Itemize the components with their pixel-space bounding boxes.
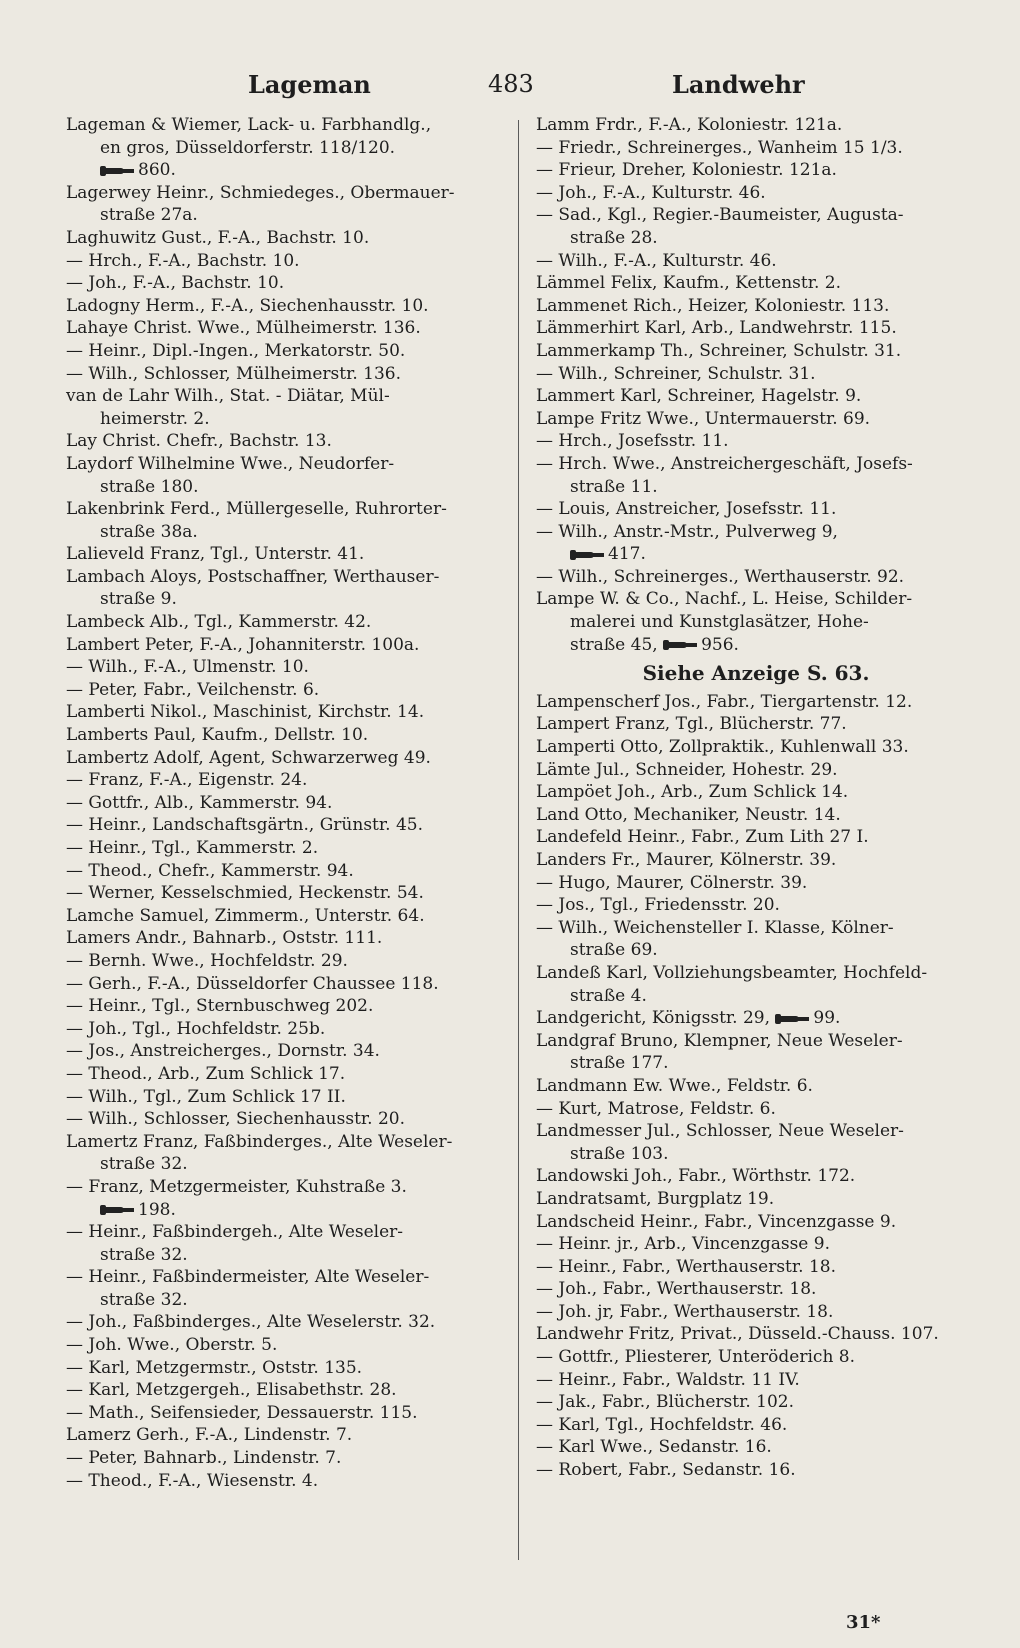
entry-line: — Jos., Tgl., Friedensstr. 20. (536, 895, 780, 916)
directory-entry (66, 363, 506, 386)
entry-line: Lay Christ. Chefr., Bachstr. 13. (66, 431, 332, 452)
directory-entry (536, 566, 976, 589)
directory-entry (66, 769, 506, 792)
directory-entry (66, 498, 506, 543)
entry-line: Lämmerhirt Karl, Arb., Landwehrstr. 115. (536, 318, 897, 339)
entry-line: — Heinr., Dipl.-Ingen., Merkatorstr. 50. (66, 340, 406, 361)
entry-line: Landowski Joh., Fabr., Wörthstr. 172. (536, 1166, 856, 1187)
directory-entry (536, 295, 976, 318)
directory-entry (66, 543, 506, 566)
entry-continuation: malerei und Kunstglasätzer, Hohe- (570, 612, 869, 633)
entry-continuation: heimerstr. 2. (100, 408, 210, 429)
directory-entry (536, 1165, 976, 1188)
directory-entry (66, 927, 506, 950)
entry-line: — Frieur, Dreher, Koloniestr. 121a. (536, 160, 837, 181)
entry-line: — Hrch., F.-A., Bachstr. 10. (66, 250, 300, 271)
entry-line: — Karl Wwe., Sedanstr. 16. (536, 1437, 772, 1458)
directory-entry (66, 837, 506, 860)
left-column (66, 114, 506, 1492)
entry-line: Lämte Jul., Schneider, Hohestr. 29. (536, 759, 838, 780)
entry-line: Lamertz Franz, Faßbinderges., Alte Weseler- (66, 1131, 453, 1152)
directory-entry (66, 1086, 506, 1109)
directory-entry (66, 272, 506, 295)
directory-entry (536, 1120, 976, 1165)
directory-entry (536, 894, 976, 917)
entry-line: Landgraf Bruno, Klempner, Neue Weseler- (536, 1030, 903, 1051)
directory-entry (66, 973, 506, 996)
entry-line: Lagerwey Heinr., Schmiedeges., Obermauer- (66, 182, 455, 203)
directory-entry (536, 204, 976, 249)
phone-line (66, 1199, 506, 1222)
entry-line: — Wilh., F.-A., Ulmenstr. 10. (66, 657, 309, 678)
directory-entry (536, 1391, 976, 1414)
directory-entry (536, 498, 976, 521)
directory-entry (66, 1357, 506, 1380)
entry-line: — Jos., Anstreicherges., Dornstr. 34. (66, 1041, 380, 1062)
entry-line: Lambertz Adolf, Agent, Schwarzerweg 49. (66, 747, 431, 768)
directory-entry (66, 1470, 506, 1493)
directory-entry (536, 1075, 976, 1098)
entry-line: — Werner, Kesselschmied, Heckenstr. 54. (66, 883, 424, 904)
directory-entry (66, 1266, 506, 1311)
entry-line: Lammenet Rich., Heizer, Koloniestr. 113. (536, 295, 890, 316)
entry-line: — Joh. jr, Fabr., Werthauserstr. 18. (536, 1301, 834, 1322)
entry-continuation: straße 103. (570, 1143, 669, 1164)
directory-entry (536, 1459, 976, 1482)
entry-line: — Karl, Metzgermstr., Oststr. 135. (66, 1357, 363, 1378)
directory-entry (66, 1108, 506, 1131)
directory-entry (66, 1063, 506, 1086)
entry-line: Ladogny Herm., F.-A., Siechenhausstr. 10. (66, 295, 429, 316)
directory-entry (536, 1414, 976, 1437)
entry-line: Landmann Ew. Wwe., Feldstr. 6. (536, 1075, 813, 1096)
entry-line: Landwehr Fritz, Privat., Düsseld.-Chauss. 107. (536, 1324, 939, 1345)
entry-continuation: straße 45, (570, 634, 658, 655)
entry-line: Lammerkamp Th., Schreiner, Schulstr. 31. (536, 340, 902, 361)
directory-entry (536, 1436, 976, 1459)
entry-line: Landeß Karl, Vollziehungsbeamter, Hochfeld- (536, 962, 928, 983)
directory-entry (66, 250, 506, 273)
entry-line: Lamm Frdr., F.-A., Koloniestr. 121a. (536, 115, 843, 135)
directory-entry (536, 1030, 976, 1075)
entry-line: Lammert Karl, Schreiner, Hagelstr. 9. (536, 386, 862, 407)
directory-entry (536, 521, 976, 566)
entry-line: — Heinr., Tgl., Sternbuschweg 202. (66, 996, 374, 1017)
directory-entry (536, 1188, 976, 1211)
entry-line: — Hrch., Josefsstr. 11. (536, 431, 729, 452)
entry-line: — Heinr., Landschaftsgärtn., Grünstr. 45. (66, 815, 423, 836)
entry-line: Lageman & Wiemer, Lack- u. Farbhandlg., (66, 115, 432, 135)
directory-entry (536, 340, 976, 363)
directory-entry (536, 1346, 976, 1369)
entry-line: — Heinr., Faßbindermeister, Alte Weseler- (66, 1267, 430, 1288)
entry-line: Lahaye Christ. Wwe., Mülheimerstr. 136. (66, 318, 421, 339)
telephone-icon (100, 166, 134, 176)
entry-continuation: straße 32. (100, 1289, 188, 1310)
entry-line: — Hugo, Maurer, Cölnerstr. 39. (536, 872, 808, 893)
directory-entry (536, 1007, 976, 1030)
directory-entry (66, 701, 506, 724)
entry-continuation: en gros, Düsseldorferstr. 118/120. (100, 137, 396, 158)
entry-line: — Joh. Wwe., Oberstr. 5. (66, 1335, 278, 1356)
directory-entry (66, 295, 506, 318)
entry-line: — Wilh., Schlosser, Siechenhausstr. 20. (66, 1109, 406, 1130)
entry-continuation: straße 11. (570, 476, 658, 497)
directory-entry (66, 905, 506, 928)
directory-entry (66, 385, 506, 430)
directory-entry (66, 950, 506, 973)
entry-line: Lampert Franz, Tgl., Blücherstr. 77. (536, 714, 847, 735)
directory-entry (536, 781, 976, 804)
directory-entry (536, 1369, 976, 1392)
entry-line: — Jak., Fabr., Blücherstr. 102. (536, 1392, 795, 1413)
directory-entry (66, 1040, 506, 1063)
entry-continuation: straße 32. (100, 1244, 188, 1265)
directory-entry (536, 385, 976, 408)
directory-entry (536, 182, 976, 205)
directory-entry (536, 1098, 976, 1121)
directory-entry (66, 882, 506, 905)
directory-entry (536, 713, 976, 736)
entry-line: — Heinr., Tgl., Kammerstr. 2. (66, 838, 319, 858)
directory-entry (66, 792, 506, 815)
directory-entry (536, 917, 976, 962)
directory-entry (536, 250, 976, 273)
directory-entry (66, 656, 506, 679)
directory-entry (66, 182, 506, 227)
entry-line: — Joh., Fabr., Werthauserstr. 18. (536, 1279, 817, 1300)
entry-line: — Franz, Metzgermeister, Kuhstraße 3. (66, 1176, 407, 1197)
directory-entry (536, 408, 976, 431)
directory-entry (66, 1447, 506, 1470)
entry-line: Lamperti Otto, Zollpraktik., Kuhlenwall 33. (536, 737, 909, 758)
directory-entry (536, 826, 976, 849)
telephone-icon (663, 640, 697, 650)
header-left-keyword: Lageman (248, 70, 371, 99)
entry-line: — Wilh., F.-A., Kulturstr. 46. (536, 250, 777, 271)
directory-entry (66, 1018, 506, 1041)
entry-line: — Joh., Faßbinderges., Alte Weselerstr. 32. (66, 1312, 436, 1333)
entry-continuation: straße 28. (570, 227, 658, 248)
entry-line: Lampe Fritz Wwe., Untermauerstr. 69. (536, 408, 871, 429)
entry-line: Lamberti Nikol., Maschinist, Kirchstr. 14. (66, 702, 425, 723)
entry-continuation: straße 27a. (100, 205, 198, 226)
entry-line: — Karl, Metzgergeh., Elisabethstr. 28. (66, 1380, 397, 1401)
entry-line: Lamerz Gerh., F.-A., Lindenstr. 7. (66, 1425, 353, 1446)
directory-entry (66, 114, 506, 182)
entry-line: Landratsamt, Burgplatz 19. (536, 1188, 775, 1209)
directory-entry (536, 849, 976, 872)
entry-line: — Karl, Tgl., Hochfeldstr. 46. (536, 1414, 788, 1435)
entry-continuation: straße 69. (570, 940, 658, 961)
telephone-icon (775, 1014, 809, 1024)
directory-entry (66, 1424, 506, 1447)
directory-entry (66, 1379, 506, 1402)
entry-line: — Gottfr., Alb., Kammerstr. 94. (66, 792, 333, 813)
advertisement-notice: Siehe Anzeige S. 63. (642, 661, 870, 686)
entry-continuation: straße 38a. (100, 521, 198, 542)
telephone-icon (100, 1205, 134, 1215)
entry-line: — Heinr. jr., Arb., Vincenzgasse 9. (536, 1234, 830, 1255)
entry-line: — Louis, Anstreicher, Josefsstr. 11. (536, 499, 837, 520)
directory-entry (536, 872, 976, 895)
header-right-keyword: Landwehr (672, 70, 805, 99)
phone-line (66, 159, 506, 182)
entry-line: — Kurt, Matrose, Feldstr. 6. (536, 1098, 776, 1119)
entry-line: Lampöet Joh., Arb., Zum Schlick 14. (536, 782, 849, 803)
entry-line: — Theod., Chefr., Kammerstr. 94. (66, 860, 354, 881)
directory-entry (536, 1256, 976, 1279)
directory-entry (66, 1131, 506, 1176)
entry-line: van de Lahr Wilh., Stat. - Diätar, Mül- (66, 386, 390, 407)
directory-entry (66, 1402, 506, 1425)
entry-line: Lamche Samuel, Zimmerm., Unterstr. 64. (66, 905, 425, 926)
entry-line: — Joh., Tgl., Hochfeldstr. 25b. (66, 1018, 326, 1039)
entry-line: Lambert Peter, F.-A., Johanniterstr. 100a. (66, 634, 420, 655)
phone-number: 99. (813, 1008, 841, 1029)
directory-entry (536, 1211, 976, 1234)
phone-number: 860. (138, 160, 176, 181)
entry-line: Landgericht, Königsstr. 29, (536, 1008, 770, 1029)
entry-line: — Math., Seifensieder, Dessauerstr. 115. (66, 1402, 418, 1423)
directory-entry (536, 159, 976, 182)
entry-line: — Heinr., Fabr., Waldstr. 11 IV. (536, 1369, 800, 1390)
entry-line: Lämmel Felix, Kaufm., Kettenstr. 2. (536, 273, 841, 294)
phone-number: 198. (138, 1199, 176, 1220)
directory-entry (536, 272, 976, 295)
directory-entry (536, 1233, 976, 1256)
phone-number: 417. (608, 544, 646, 565)
right-column (536, 114, 976, 1482)
column-divider (518, 120, 519, 1560)
entry-line: — Wilh., Schreiner, Schulstr. 31. (536, 363, 816, 384)
entry-line: — Bernh. Wwe., Hochfeldstr. 29. (66, 950, 348, 971)
directory-entry (536, 137, 976, 160)
entry-line: Lamers Andr., Bahnarb., Oststr. 111. (66, 928, 383, 949)
directory-entry (66, 814, 506, 837)
entry-continuation: straße 180. (100, 476, 199, 497)
directory-entry (536, 363, 976, 386)
entry-line: Land Otto, Mechaniker, Neustr. 14. (536, 804, 841, 825)
entry-continuation: straße 4. (570, 985, 647, 1006)
entry-line: — Hrch. Wwe., Anstreichergeschäft, Josefs- (536, 453, 913, 474)
directory-entry (536, 588, 976, 656)
page-header (0, 70, 1020, 100)
entry-line: — Theod., Arb., Zum Schlick 17. (66, 1063, 346, 1084)
entry-line: — Franz, F.-A., Eigenstr. 24. (66, 770, 308, 791)
directory-entry (66, 566, 506, 611)
entry-line: — Wilh., Schlosser, Mülheimerstr. 136. (66, 363, 401, 384)
directory-entry (536, 430, 976, 453)
directory-entry (536, 114, 976, 137)
entry-line: — Peter, Bahnarb., Lindenstr. 7. (66, 1448, 342, 1469)
entry-line: — Sad., Kgl., Regier.-Baumeister, Augusta- (536, 205, 904, 226)
directory-entry (536, 453, 976, 498)
directory-entry (66, 453, 506, 498)
entry-line: — Joh., F.-A., Kulturstr. 46. (536, 182, 766, 203)
directory-entry (66, 611, 506, 634)
entry-line: Landefeld Heinr., Fabr., Zum Lith 27 I. (536, 827, 869, 848)
telephone-icon (570, 550, 604, 560)
directory-entry (66, 1334, 506, 1357)
directory-entry (536, 1278, 976, 1301)
entry-line: — Joh., F.-A., Bachstr. 10. (66, 273, 285, 294)
entry-continuation-line (536, 634, 976, 657)
directory-entry (536, 962, 976, 1007)
entry-line: — Wilh., Schreinerges., Werthauserstr. 92. (536, 566, 905, 587)
phone-line (536, 543, 976, 566)
entry-line: — Friedr., Schreinerges., Wanheim 15 1/3. (536, 137, 903, 158)
page-number: 483 (488, 70, 534, 98)
directory-entry (66, 724, 506, 747)
entry-line: — Wilh., Anstr.-Mstr., Pulverweg 9, (536, 521, 838, 542)
entry-line: — Robert, Fabr., Sedanstr. 16. (536, 1460, 796, 1481)
entry-line: Lamberts Paul, Kaufm., Dellstr. 10. (66, 725, 369, 746)
phone-number: 956. (701, 634, 739, 655)
directory-entry (536, 691, 976, 714)
signature-mark: 31* (846, 1612, 881, 1633)
directory-entry (66, 634, 506, 657)
entry-line: — Theod., F.-A., Wiesenstr. 4. (66, 1470, 319, 1491)
entry-line: Laydorf Wilhelmine Wwe., Neudorfer- (66, 453, 395, 474)
directory-entry (536, 1301, 976, 1324)
directory-entry (66, 747, 506, 770)
entry-line: Lampe W. & Co., Nachf., L. Heise, Schilder- (536, 589, 913, 610)
entry-continuation: straße 177. (570, 1053, 669, 1074)
entry-line: — Gerh., F.-A., Düsseldorfer Chaussee 118. (66, 973, 439, 994)
entry-line: — Gottfr., Pliesterer, Unteröderich 8. (536, 1347, 856, 1368)
entry-line: Lalieveld Franz, Tgl., Unterstr. 41. (66, 544, 365, 565)
entry-line: — Heinr., Fabr., Werthauserstr. 18. (536, 1256, 836, 1277)
directory-entry (536, 804, 976, 827)
entry-continuation: straße 9. (100, 589, 177, 610)
entry-line: Lampenscherf Jos., Fabr., Tiergartenstr. 12. (536, 691, 913, 712)
entry-continuation: straße 32. (100, 1154, 188, 1175)
directory-entry (536, 736, 976, 759)
directory-entry (66, 995, 506, 1018)
entry-line: Lambeck Alb., Tgl., Kammerstr. 42. (66, 612, 372, 633)
directory-entry (66, 1221, 506, 1266)
entry-line: Landscheid Heinr., Fabr., Vincenzgasse 9. (536, 1211, 897, 1232)
directory-entry (66, 1176, 506, 1221)
directory-entry (536, 1323, 976, 1346)
entry-line: — Peter, Fabr., Veilchenstr. 6. (66, 679, 320, 700)
entry-line: Lakenbrink Ferd., Müllergeselle, Ruhrorter- (66, 499, 447, 520)
entry-line: Laghuwitz Gust., F.-A., Bachstr. 10. (66, 227, 370, 248)
directory-entry (66, 679, 506, 702)
directory-entry (66, 430, 506, 453)
entry-line: Landmesser Jul., Schlosser, Neue Weseler- (536, 1121, 904, 1142)
entry-line: — Heinr., Faßbindergeh., Alte Weseler- (66, 1222, 404, 1243)
entry-line: — Wilh., Weichensteller I. Klasse, Kölner- (536, 917, 894, 938)
directory-entry (66, 1311, 506, 1334)
directory-entry (66, 860, 506, 883)
entry-line: Lambach Aloys, Postschaffner, Werthauser- (66, 566, 440, 587)
directory-entry (536, 759, 976, 782)
directory-entry (66, 227, 506, 250)
directory-entry (66, 340, 506, 363)
directory-entry (536, 317, 976, 340)
entry-line: — Wilh., Tgl., Zum Schlick 17 II. (66, 1086, 346, 1107)
directory-entry (66, 317, 506, 340)
entry-line: Landers Fr., Maurer, Kölnerstr. 39. (536, 850, 837, 870)
